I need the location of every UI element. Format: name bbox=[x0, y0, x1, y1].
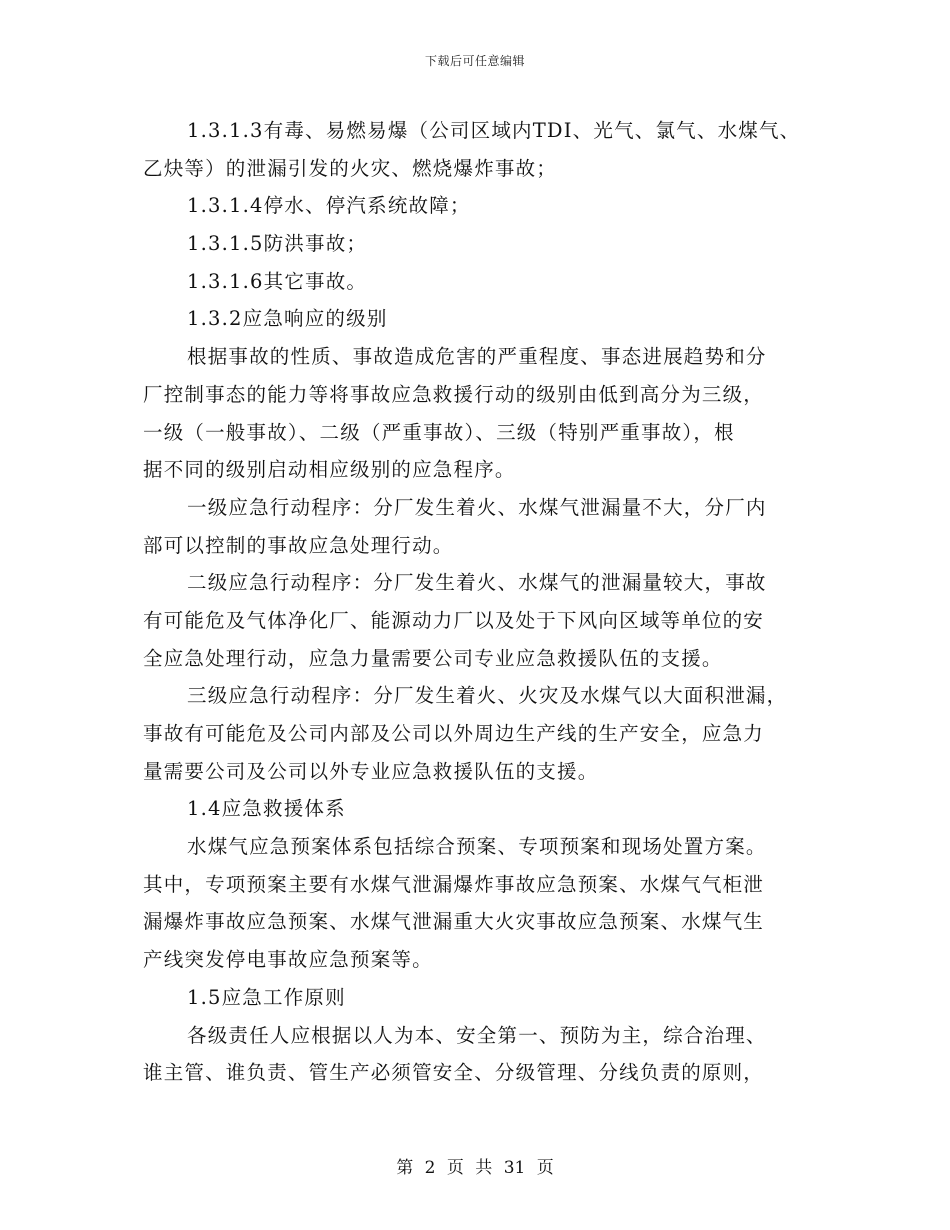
body-line: 漏爆炸事故应急预案、水煤气泄漏重大火灾事故应急预案、水煤气生 bbox=[143, 910, 765, 934]
body-line: 1.3.2应急响应的级别 bbox=[187, 307, 388, 331]
body-line: 各级责任人应根据以人为本、安全第一、预防为主，综合治理、 bbox=[187, 1023, 767, 1047]
body-line: 1.4应急救援体系 bbox=[187, 797, 346, 821]
body-line: 其中，专项预案主要有水煤气泄漏爆炸事故应急预案、水煤气气柜泄 bbox=[143, 872, 765, 896]
body-line: 据不同的级别启动相应级别的应急程序。 bbox=[143, 458, 516, 482]
body-line: 三级应急行动程序：分厂发生着火、火灾及水煤气以大面积泄漏， bbox=[187, 684, 788, 708]
body-line: 1.3.1.6其它事故。 bbox=[187, 269, 368, 293]
body-line: 水煤气应急预案体系包括综合预案、专项预案和现场处置方案。 bbox=[187, 835, 767, 859]
body-line: 有可能危及气体净化厂、能源动力厂以及处于下风向区域等单位的安 bbox=[143, 608, 765, 632]
body-line: 乙炔等）的泄漏引发的火灾、燃烧爆炸事故； bbox=[143, 156, 558, 180]
page-footer: 第 2 页 共 31 页 bbox=[396, 1158, 554, 1178]
body-line: 谁主管、谁负责、管生产必须管安全、分级管理、分线负责的原则， bbox=[143, 1061, 765, 1085]
body-line: 量需要公司及公司以外专业应急救援队伍的支援。 bbox=[143, 759, 599, 783]
body-line: 1.5应急工作原则 bbox=[187, 985, 346, 1009]
body-line: 全应急处理行动，应急力量需要公司专业应急救援队伍的支援。 bbox=[143, 646, 723, 670]
body-line: 厂控制事态的能力等将事故应急救援行动的级别由低到高分为三级， bbox=[143, 382, 765, 406]
document-body bbox=[143, 112, 823, 1092]
page-header: 下载后可任意编辑 bbox=[424, 54, 525, 68]
body-line: 二级应急行动程序：分厂发生着火、水煤气的泄漏量较大，事故 bbox=[187, 571, 767, 595]
body-line: 1.3.1.4停水、停汽系统故障； bbox=[187, 194, 471, 218]
body-line: 部可以控制的事故应急处理行动。 bbox=[143, 533, 454, 557]
body-line: 1.3.1.5防洪事故； bbox=[187, 232, 368, 256]
body-line: 一级应急行动程序：分厂发生着火、水煤气泄漏量不大，分厂内 bbox=[187, 495, 767, 519]
body-line: 根据事故的性质、事故造成危害的严重程度、事态进展趋势和分 bbox=[187, 345, 767, 369]
body-line: 产线突发停电事故应急预案等。 bbox=[143, 948, 433, 972]
body-line: 一级（一般事故）、二级（严重事故）、三级（特别严重事故），根 bbox=[143, 420, 735, 444]
body-line: 1.3.1.3有毒、易燃易爆（公司区域内TDI、光气、氯气、水煤气、 bbox=[187, 119, 801, 142]
body-line: 事故有可能危及公司内部及公司以外周边生产线的生产安全，应急力 bbox=[143, 722, 765, 745]
